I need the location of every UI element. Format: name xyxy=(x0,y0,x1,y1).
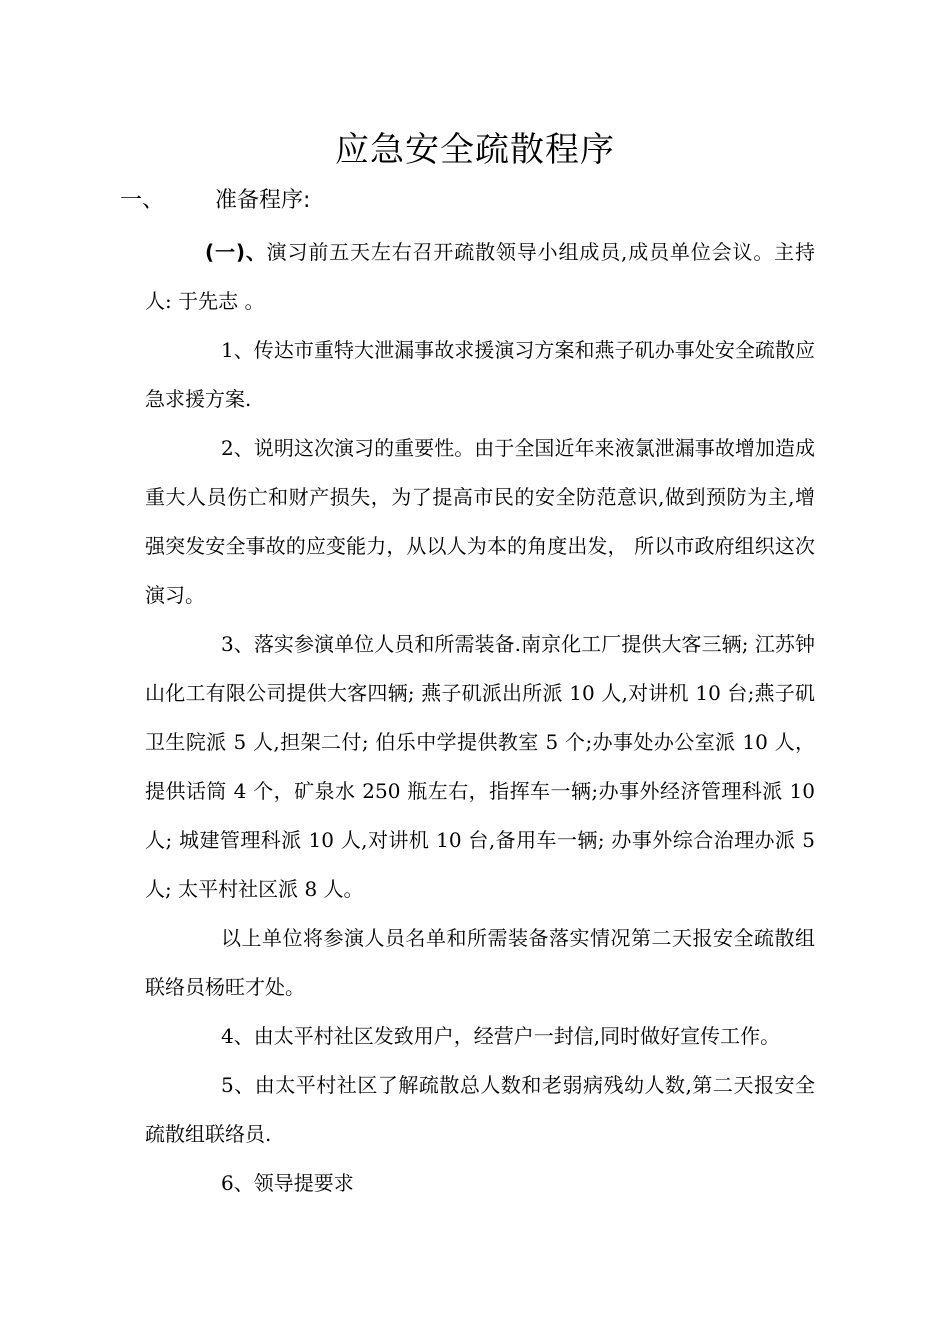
paragraph-item-2: 2、说明这次演习的重要性。由于全国近年来液氯泄漏事故增加造成重大人员伤亡和财产损失，为了提高市民的安全防范意识,做到预防为主,增强突发安全事故的应变能力，从以人为本的角度出发， 所以市政府组织这次演习。 xyxy=(145,436,815,607)
paragraph-item-6: 6、领导提要求 xyxy=(221,1171,354,1195)
document-body xyxy=(145,228,815,1208)
section-title: 准备程序: xyxy=(215,188,311,213)
paragraph-item-4: 4、由太平村社区发致用户，经营户一封信,同时做好宣传工作。 xyxy=(221,1024,781,1048)
paragraph-item-5: 5、由太平村社区了解疏散总人数和老弱病残幼人数,第二天报安全疏散组联络员. xyxy=(145,1073,815,1146)
paragraph-lead: (一)、 xyxy=(205,240,267,264)
document-title: 应急安全疏散程序 xyxy=(335,130,615,170)
paragraph-meeting xyxy=(145,228,815,326)
paragraph-item-3: 3、落实参演单位人员和所需装备.南京化工厂提供大客三辆; 江苏钟山化工有限公司提供大客四辆; 燕子矶派出所派 10 人,对讲机 10 台;燕子矶卫生院派 5 人,担架二付; 伯乐中学提供教室 5 个;办事处办公室派 10 人，提供话筒 4 个，矿泉水 250 瓶左右，指挥车一辆;办事外经济管理科派 10 人; 城建管理科派 10 人,对讲机 10 台,备用车一辆; 办事外综合治理办派 5 人; 太平村社区派 8 人。 xyxy=(145,632,815,901)
paragraph-item-1: 1、传达市重特大泄漏事故求援演习方案和燕子矶办事处安全疏散应急求援方案. xyxy=(145,338,815,411)
paragraph-note: 以上单位将参演人员名单和所需装备落实情况第二天报安全疏散组联络员杨旺才处。 xyxy=(145,926,815,999)
section-number: 一、 xyxy=(120,188,165,213)
paragraph-text: 演习前五天左右召开疏散领导小组成员,成员单位会议。主持人: 于先志 。 xyxy=(145,240,816,313)
section-heading xyxy=(120,180,310,222)
